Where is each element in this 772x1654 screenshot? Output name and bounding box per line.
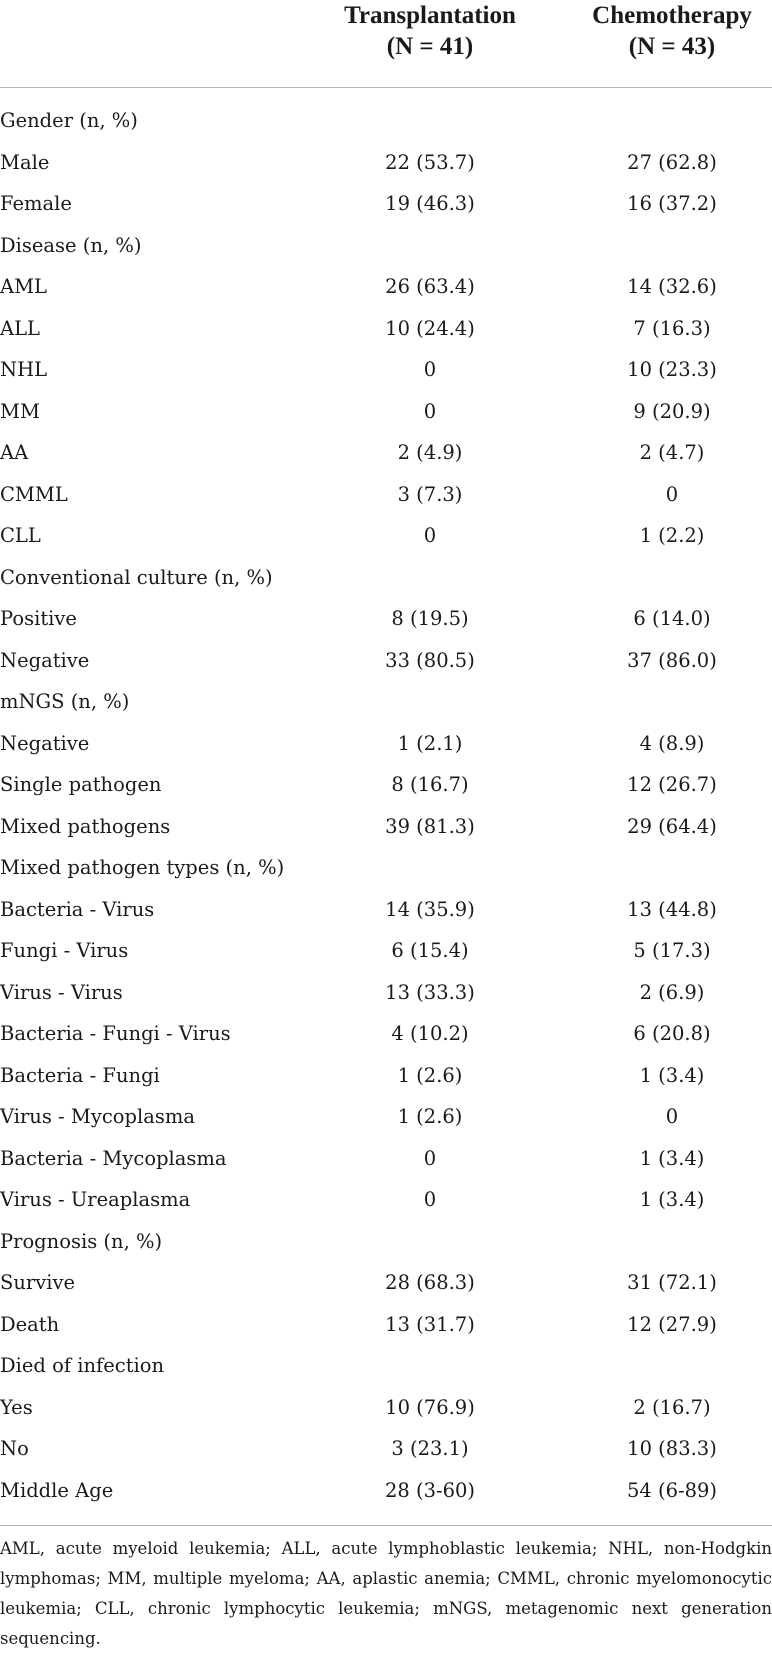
table-row xyxy=(0,1428,772,1470)
transplantation-value: 0 xyxy=(423,1188,437,1211)
row-label: Bacteria - Virus xyxy=(0,897,155,921)
table-row xyxy=(0,557,772,599)
table-row xyxy=(0,1470,772,1512)
table-row xyxy=(0,1387,772,1429)
row-label: Mixed pathogen types (n, %) xyxy=(0,856,285,879)
transplantation-value: 1 (2.1) xyxy=(397,731,463,755)
chemotherapy-value: 2 (6.9) xyxy=(639,980,705,1004)
row-label: Virus - Mycoplasma xyxy=(0,1105,195,1128)
row-label: AA xyxy=(0,441,29,464)
transplantation-value: 10 (24.4) xyxy=(385,316,475,340)
chemotherapy-value: 10 (83.3) xyxy=(627,1437,717,1460)
transplantation-value: 1 (2.6) xyxy=(397,1105,463,1128)
chemotherapy-value: 4 (8.9) xyxy=(639,731,705,755)
table-row xyxy=(0,889,772,931)
table-row xyxy=(0,1179,772,1221)
chemotherapy-value: 12 (27.9) xyxy=(627,1312,717,1336)
transplantation-value: 8 (19.5) xyxy=(391,607,469,630)
chemotherapy-value: 27 (62.8) xyxy=(627,150,717,174)
chemotherapy-value: 31 (72.1) xyxy=(627,1271,717,1294)
row-label: Yes xyxy=(0,1395,33,1419)
row-label: Virus - Ureaplasma xyxy=(0,1188,191,1211)
chemotherapy-value: 10 (23.3) xyxy=(627,358,717,381)
table-row xyxy=(0,1013,772,1055)
table-row xyxy=(0,640,772,682)
row-label: Negative xyxy=(0,731,90,755)
row-label: Female xyxy=(0,192,72,215)
chemotherapy-value: 2 (16.7) xyxy=(633,1395,711,1419)
row-label: ALL xyxy=(0,316,40,340)
chemotherapy-value: 6 (14.0) xyxy=(633,607,711,630)
table-row xyxy=(0,183,772,225)
table-row xyxy=(0,308,772,350)
chemotherapy-value: 7 (16.3) xyxy=(633,316,711,340)
row-label: Bacteria - Fungi xyxy=(0,1063,160,1087)
chemotherapy-value: 37 (86.0) xyxy=(627,648,717,672)
chemotherapy-value: 9 (20.9) xyxy=(633,399,711,423)
table-row xyxy=(0,1262,772,1304)
table-row xyxy=(0,142,772,184)
chemotherapy-value: 1 (3.4) xyxy=(639,1063,705,1087)
chemotherapy-value: 14 (32.6) xyxy=(627,275,717,298)
transplantation-value: 8 (16.7) xyxy=(391,773,469,796)
table-row xyxy=(0,266,772,308)
row-label: Middle Age xyxy=(0,1478,114,1502)
table-row xyxy=(0,1138,772,1180)
chemotherapy-value: 1 (3.4) xyxy=(639,1188,705,1211)
row-label: Disease (n, %) xyxy=(0,233,142,257)
row-label: Bacteria - Mycoplasma xyxy=(0,1146,227,1170)
transplantation-value: 6 (15.4) xyxy=(391,939,469,962)
table-row xyxy=(0,847,772,889)
table-row xyxy=(0,723,772,765)
transplantation-value: 13 (33.3) xyxy=(385,980,475,1004)
table-row xyxy=(0,515,772,557)
transplantation-value: 26 (63.4) xyxy=(385,275,475,298)
table-body xyxy=(0,100,772,1511)
row-label: No xyxy=(0,1437,29,1460)
footer-divider xyxy=(0,1525,772,1526)
row-label: CMML xyxy=(0,482,68,506)
row-label: Died of infection xyxy=(0,1354,165,1377)
chemotherapy-value: 13 (44.8) xyxy=(627,897,717,921)
chemotherapy-value: 1 (2.2) xyxy=(639,524,705,547)
row-label: Fungi - Virus xyxy=(0,939,129,962)
chemotherapy-value: 5 (17.3) xyxy=(633,939,711,962)
row-label: AML xyxy=(0,275,47,298)
transplantation-value: 33 (80.5) xyxy=(385,648,475,672)
transplantation-value: 28 (3-60) xyxy=(384,1478,476,1502)
table-header xyxy=(0,0,772,88)
column-header-count: (N = 41) xyxy=(386,33,474,60)
transplantation-value: 3 (23.1) xyxy=(391,1437,469,1460)
table-row xyxy=(0,930,772,972)
row-label: Conventional culture (n, %) xyxy=(0,565,273,589)
row-label: Death xyxy=(0,1312,60,1336)
table-row xyxy=(0,100,772,142)
table-row xyxy=(0,225,772,267)
transplantation-value: 3 (7.3) xyxy=(397,482,463,506)
row-label: mNGS (n, %) xyxy=(0,690,130,713)
chemotherapy-value: 0 xyxy=(665,482,679,506)
table-footnote: AML, acute myeloid leukemia; ALL, acute lymphoblastic leukemia; NHL, non-Hodgkin lymphomas; MM, multiple myeloma; AA, aplastic anemia; CMML, chronic myelomonocytic leukemia; CLL, chronic lymphocytic leukemia; mNGS, metagenomic next generation sequencing. xyxy=(0,1539,772,1648)
row-label: MM xyxy=(0,399,40,423)
chemotherapy-value: 0 xyxy=(665,1105,679,1128)
row-label: Gender (n, %) xyxy=(0,109,138,132)
column-header-count: (N = 43) xyxy=(628,33,716,60)
table-row xyxy=(0,806,772,848)
chemotherapy-value: 29 (64.4) xyxy=(627,814,717,838)
column-header-title: Transplantation xyxy=(344,2,516,29)
row-label: Positive xyxy=(0,607,77,630)
row-label: NHL xyxy=(0,358,48,381)
row-label: Bacteria - Fungi - Virus xyxy=(0,1022,231,1045)
chemotherapy-value: 2 (4.7) xyxy=(639,441,705,464)
header-divider xyxy=(0,87,772,88)
transplantation-value: 0 xyxy=(423,1146,437,1170)
row-label: Male xyxy=(0,150,50,174)
transplantation-value: 0 xyxy=(423,358,437,381)
transplantation-value: 4 (10.2) xyxy=(391,1022,469,1045)
chemotherapy-value: 12 (26.7) xyxy=(627,773,717,796)
transplantation-value: 22 (53.7) xyxy=(385,150,475,174)
row-label: Single pathogen xyxy=(0,773,162,796)
row-label: Virus - Virus xyxy=(0,980,123,1004)
transplantation-value: 0 xyxy=(423,524,437,547)
transplantation-value: 19 (46.3) xyxy=(385,192,475,215)
transplantation-value: 13 (31.7) xyxy=(385,1312,475,1336)
table-row xyxy=(0,972,772,1014)
chemotherapy-value: 1 (3.4) xyxy=(639,1146,705,1170)
column-header-title: Chemotherapy xyxy=(592,2,752,29)
table-row xyxy=(0,432,772,474)
table-row xyxy=(0,764,772,806)
transplantation-value: 39 (81.3) xyxy=(385,814,475,838)
table-row xyxy=(0,598,772,640)
chemotherapy-value: 6 (20.8) xyxy=(633,1022,711,1045)
table-row xyxy=(0,1096,772,1138)
table-row xyxy=(0,391,772,433)
row-label: Prognosis (n, %) xyxy=(0,1229,163,1253)
table-row xyxy=(0,474,772,516)
chemotherapy-value: 54 (6-89) xyxy=(626,1478,718,1502)
row-label: Negative xyxy=(0,648,90,672)
table-row xyxy=(0,1221,772,1263)
table-row xyxy=(0,1055,772,1097)
chemotherapy-value: 16 (37.2) xyxy=(627,192,717,215)
transplantation-value: 10 (76.9) xyxy=(385,1395,475,1419)
row-label: Survive xyxy=(0,1271,76,1294)
row-label: Mixed pathogens xyxy=(0,814,171,838)
column-header-chemotherapy xyxy=(572,0,772,62)
table-row xyxy=(0,681,772,723)
transplantation-value: 28 (68.3) xyxy=(385,1271,475,1294)
transplantation-value: 14 (35.9) xyxy=(385,897,475,921)
table-row xyxy=(0,1304,772,1346)
table-row xyxy=(0,349,772,391)
transplantation-value: 1 (2.6) xyxy=(397,1063,463,1087)
column-header-transplantation xyxy=(323,0,537,62)
transplantation-value: 2 (4.9) xyxy=(397,441,463,464)
row-label: CLL xyxy=(0,524,41,547)
table-row xyxy=(0,1345,772,1387)
transplantation-value: 0 xyxy=(423,399,437,423)
